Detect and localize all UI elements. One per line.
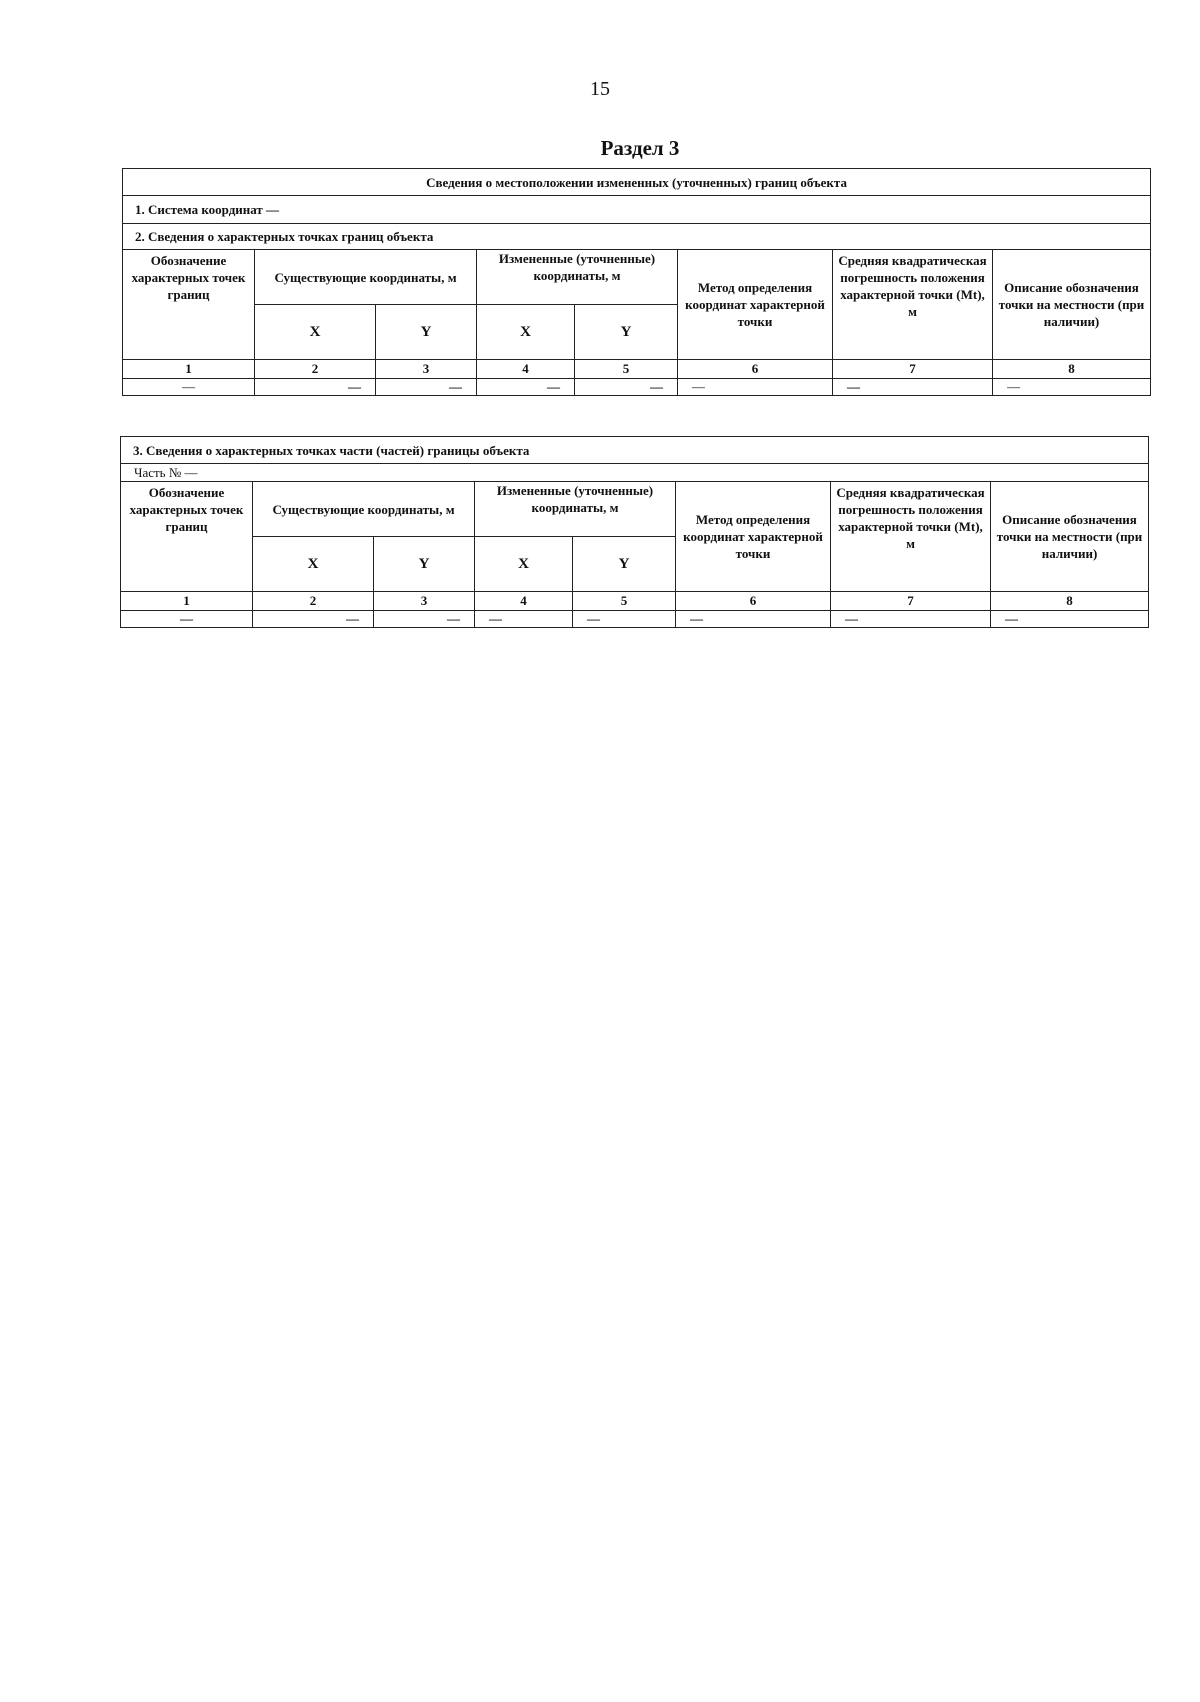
coordinate-system: 1. Система координат — [123,196,1151,224]
header-existing-y: Y [376,305,477,360]
empty-cell: — [255,379,376,396]
header-changed-coords: Измененные (уточненные) координаты, м [475,482,676,537]
header-existing-coords: Существующие координаты, м [255,250,477,305]
empty-cell: — [475,611,573,628]
column-number: 4 [477,360,575,379]
column-number: 6 [676,592,831,611]
points-section-title: 2. Сведения о характерных точках границ объекта [123,224,1151,250]
header-method: Метод определения координат характерной точки [676,482,831,592]
column-number: 5 [575,360,678,379]
empty-cell: — [833,379,993,396]
header-existing-x: X [253,537,374,592]
part-number-label: Часть № — [121,464,1149,482]
page-number: 15 [590,78,610,100]
header-existing-x: X [255,305,376,360]
empty-cell: — [253,611,374,628]
column-numbers-row [123,360,1151,379]
column-number: 2 [253,592,374,611]
empty-cell: — [831,611,991,628]
column-number: 5 [573,592,676,611]
empty-cell: — [123,379,255,396]
column-number: 8 [991,592,1149,611]
part-boundaries-table [120,436,1149,628]
empty-cell: — [121,611,253,628]
empty-cell: — [376,379,477,396]
column-numbers-row [121,592,1149,611]
header-description: Описание обозначения точки на местности (при наличии) [991,482,1149,592]
header-designation: Обозначение характерных точек границ [121,482,253,592]
column-number: 3 [376,360,477,379]
empty-cell: — [678,379,833,396]
empty-cell: — [477,379,575,396]
empty-cell: — [573,611,676,628]
table-row [121,611,1149,628]
column-number: 6 [678,360,833,379]
header-method: Метод определения координат характерной точки [678,250,833,360]
header-changed-coords: Измененные (уточненные) координаты, м [477,250,678,305]
header-changed-x: X [477,305,575,360]
header-changed-y: Y [575,305,678,360]
empty-cell: — [993,379,1151,396]
table-row [123,379,1151,396]
empty-cell: — [374,611,475,628]
header-designation: Обозначение характерных точек границ [123,250,255,360]
column-number: 1 [121,592,253,611]
header-existing-coords: Существующие координаты, м [253,482,475,537]
table-caption: Сведения о местоположении измененных (уточненных) границ объекта [123,169,1151,196]
empty-cell: — [575,379,678,396]
header-existing-y: Y [374,537,475,592]
section-title: Раздел 3 [600,136,680,160]
header-error: Средняя квадратическая погрешность положения характерной точки (Mt), м [833,250,993,360]
empty-cell: — [676,611,831,628]
header-changed-x: X [475,537,573,592]
column-number: 4 [475,592,573,611]
column-number: 1 [123,360,255,379]
column-number: 3 [374,592,475,611]
boundaries-table [122,168,1151,396]
column-number: 2 [255,360,376,379]
empty-cell: — [991,611,1149,628]
header-description: Описание обозначения точки на местности (при наличии) [993,250,1151,360]
column-number: 8 [993,360,1151,379]
part-section-title: 3. Сведения о характерных точках части (частей) границы объекта [121,437,1149,464]
column-number: 7 [831,592,991,611]
column-number: 7 [833,360,993,379]
header-changed-y: Y [573,537,676,592]
header-error: Средняя квадратическая погрешность положения характерной точки (Mt), м [831,482,991,592]
